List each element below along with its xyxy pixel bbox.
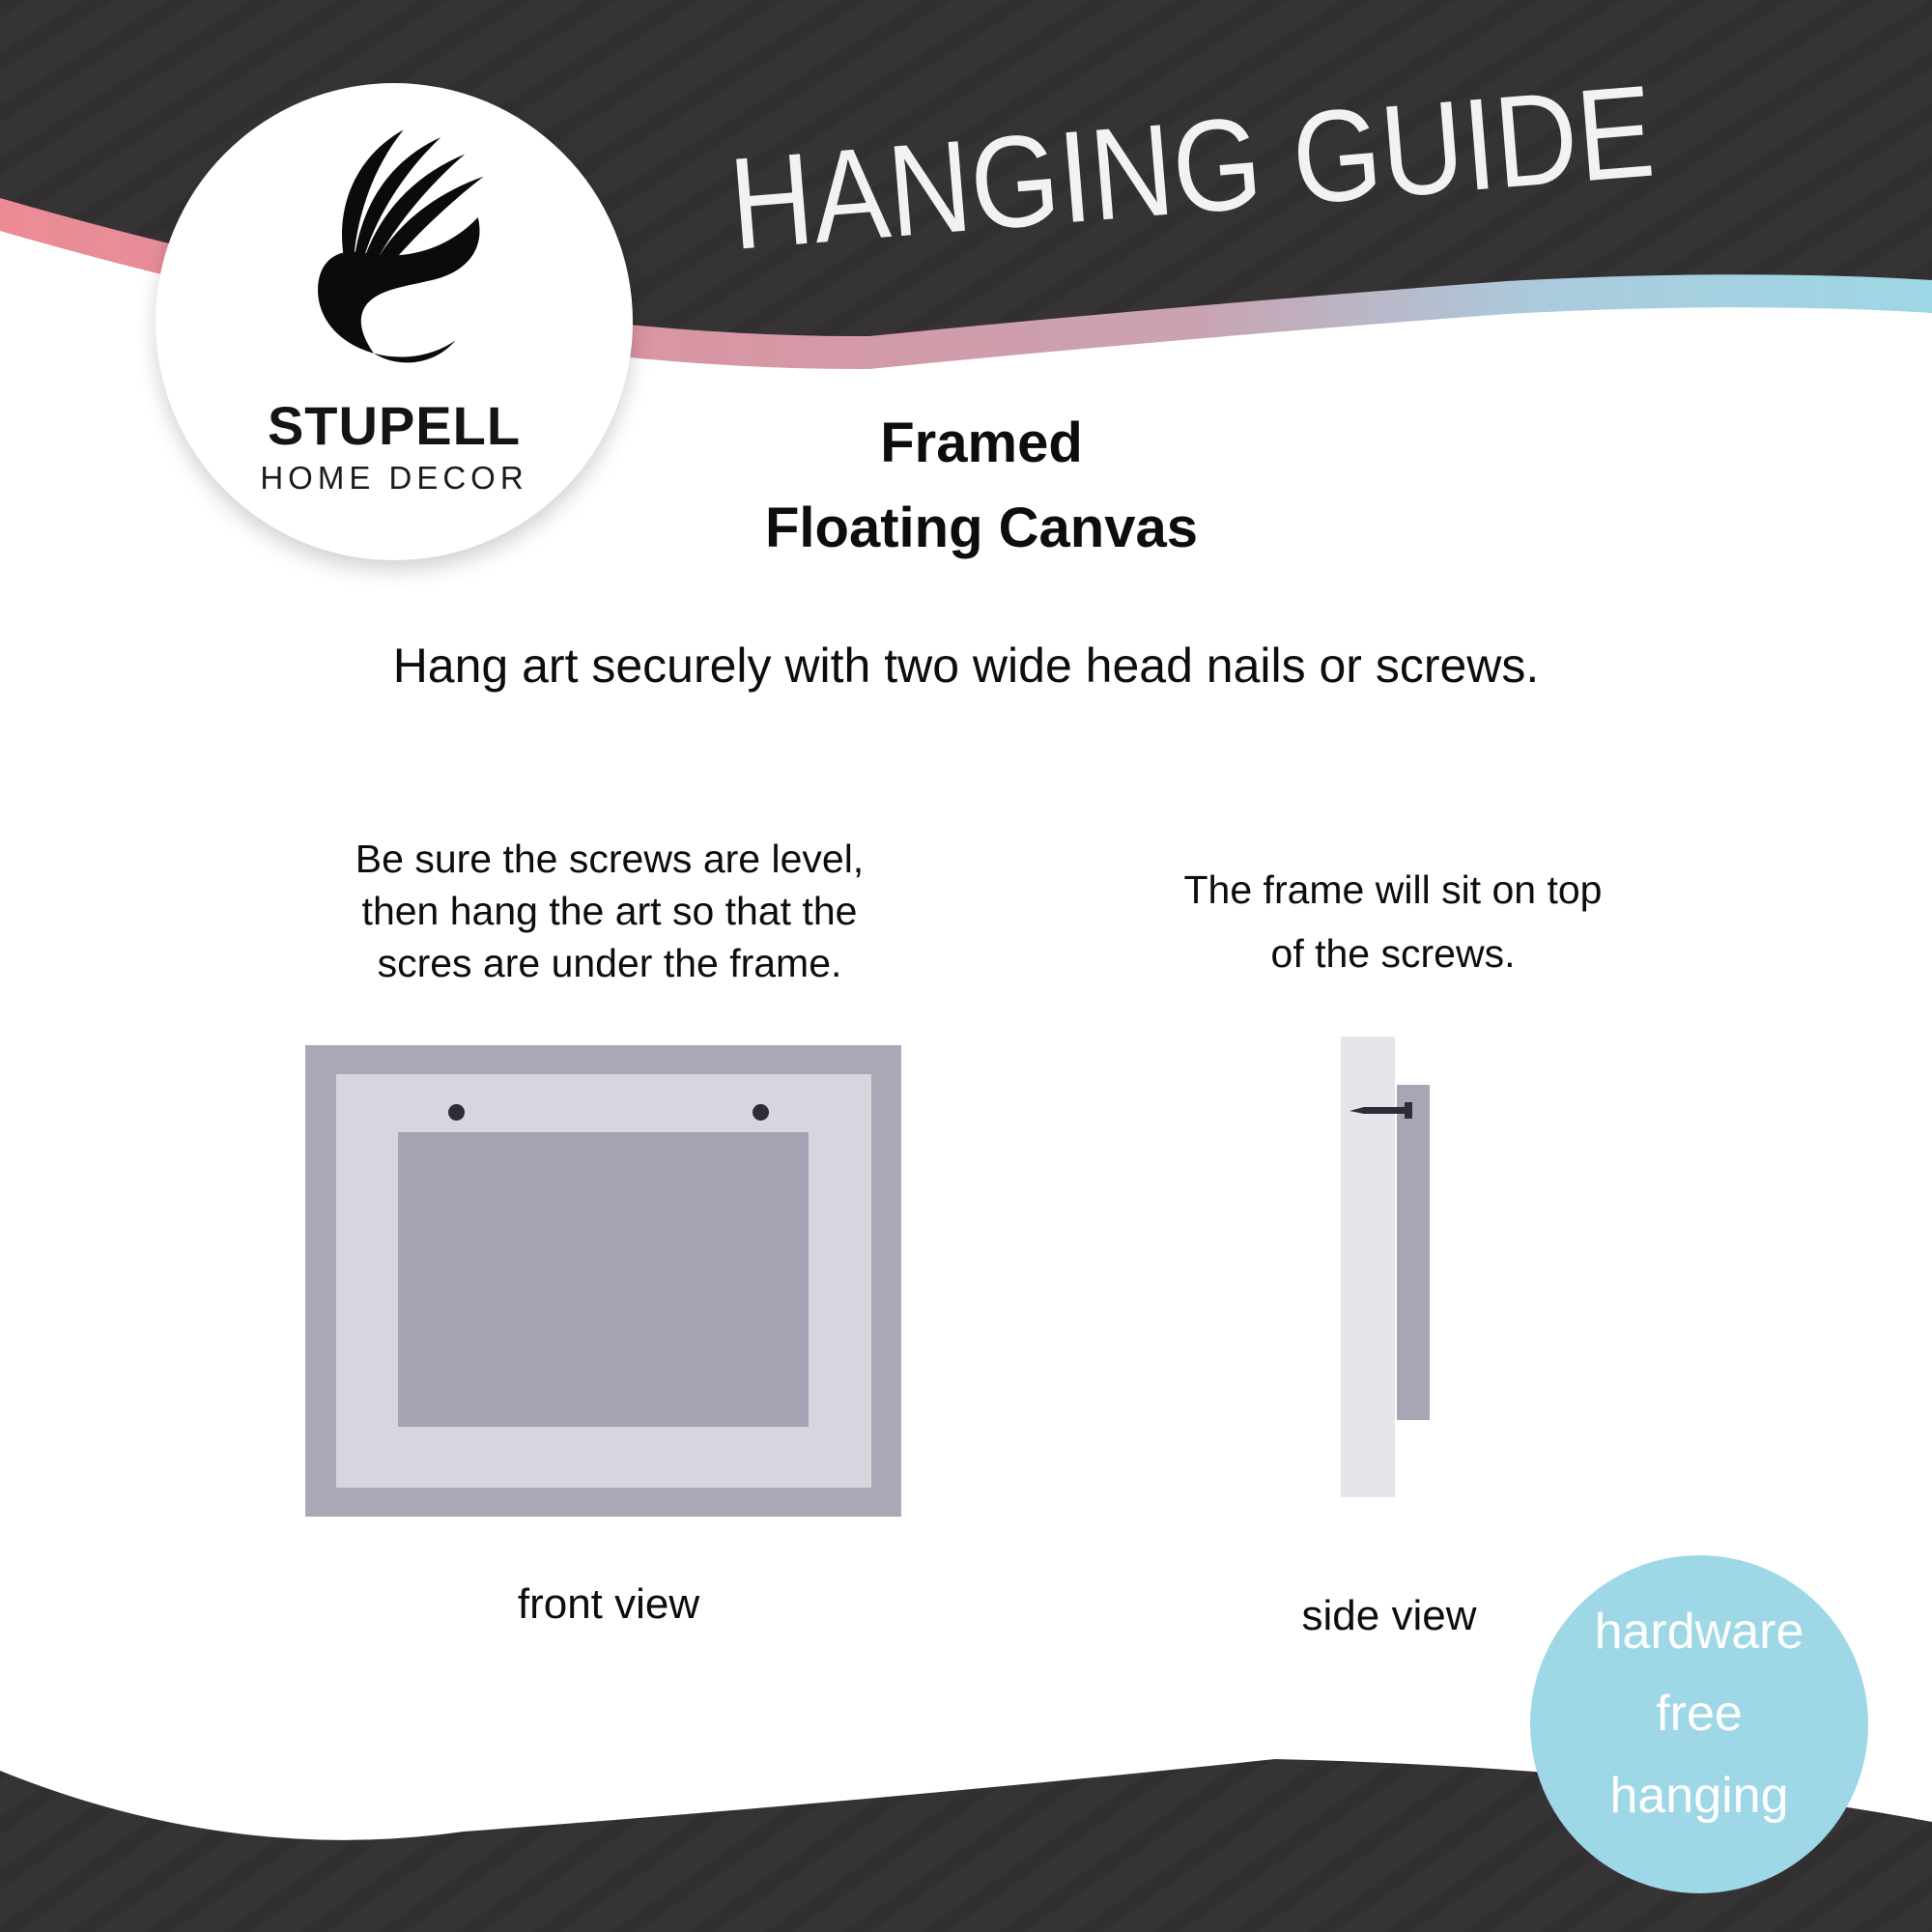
heading-line-1: Framed	[880, 412, 1083, 474]
front-view-caption: front view	[517, 1580, 700, 1628]
screw-left-icon	[448, 1104, 465, 1121]
badge-line-1: hardware	[1594, 1604, 1804, 1660]
page-title: HANGING GUIDE	[724, 46, 1791, 277]
front-view-note	[271, 833, 948, 989]
instruction-subtitle: Hang art securely with two wide head nails or screws.	[392, 639, 1540, 693]
side-note-line-2: of the screws.	[1270, 931, 1516, 976]
stupell-s-swirl-icon	[294, 108, 498, 379]
front-note-line-3: scres are under the frame.	[377, 941, 842, 985]
heading-line-2: Floating Canvas	[765, 497, 1198, 559]
brand-name: STUPELL	[267, 395, 522, 456]
side-view-note	[1103, 858, 1683, 985]
brand-tagline: HOME DECOR	[260, 460, 528, 496]
side-view-caption: side view	[1301, 1592, 1477, 1639]
side-view-canvas-bar	[1397, 1085, 1430, 1420]
brand-logo-badge	[156, 83, 633, 560]
badge-line-2: free	[1656, 1686, 1743, 1742]
frame-canvas-area	[398, 1132, 809, 1427]
front-note-line-2: then hang the art so that the	[361, 889, 858, 933]
screw-right-icon	[753, 1104, 769, 1121]
front-view-frame-diagram	[305, 1045, 901, 1517]
badge-line-3: hanging	[1609, 1768, 1789, 1824]
product-heading	[498, 401, 1464, 571]
frame-inner-band	[336, 1074, 871, 1488]
side-note-line-1: The frame will sit on top	[1183, 867, 1603, 912]
nail-icon	[1347, 1098, 1422, 1123]
hardware-free-badge	[1530, 1555, 1868, 1893]
front-note-line-1: Be sure the screws are level,	[355, 837, 865, 881]
